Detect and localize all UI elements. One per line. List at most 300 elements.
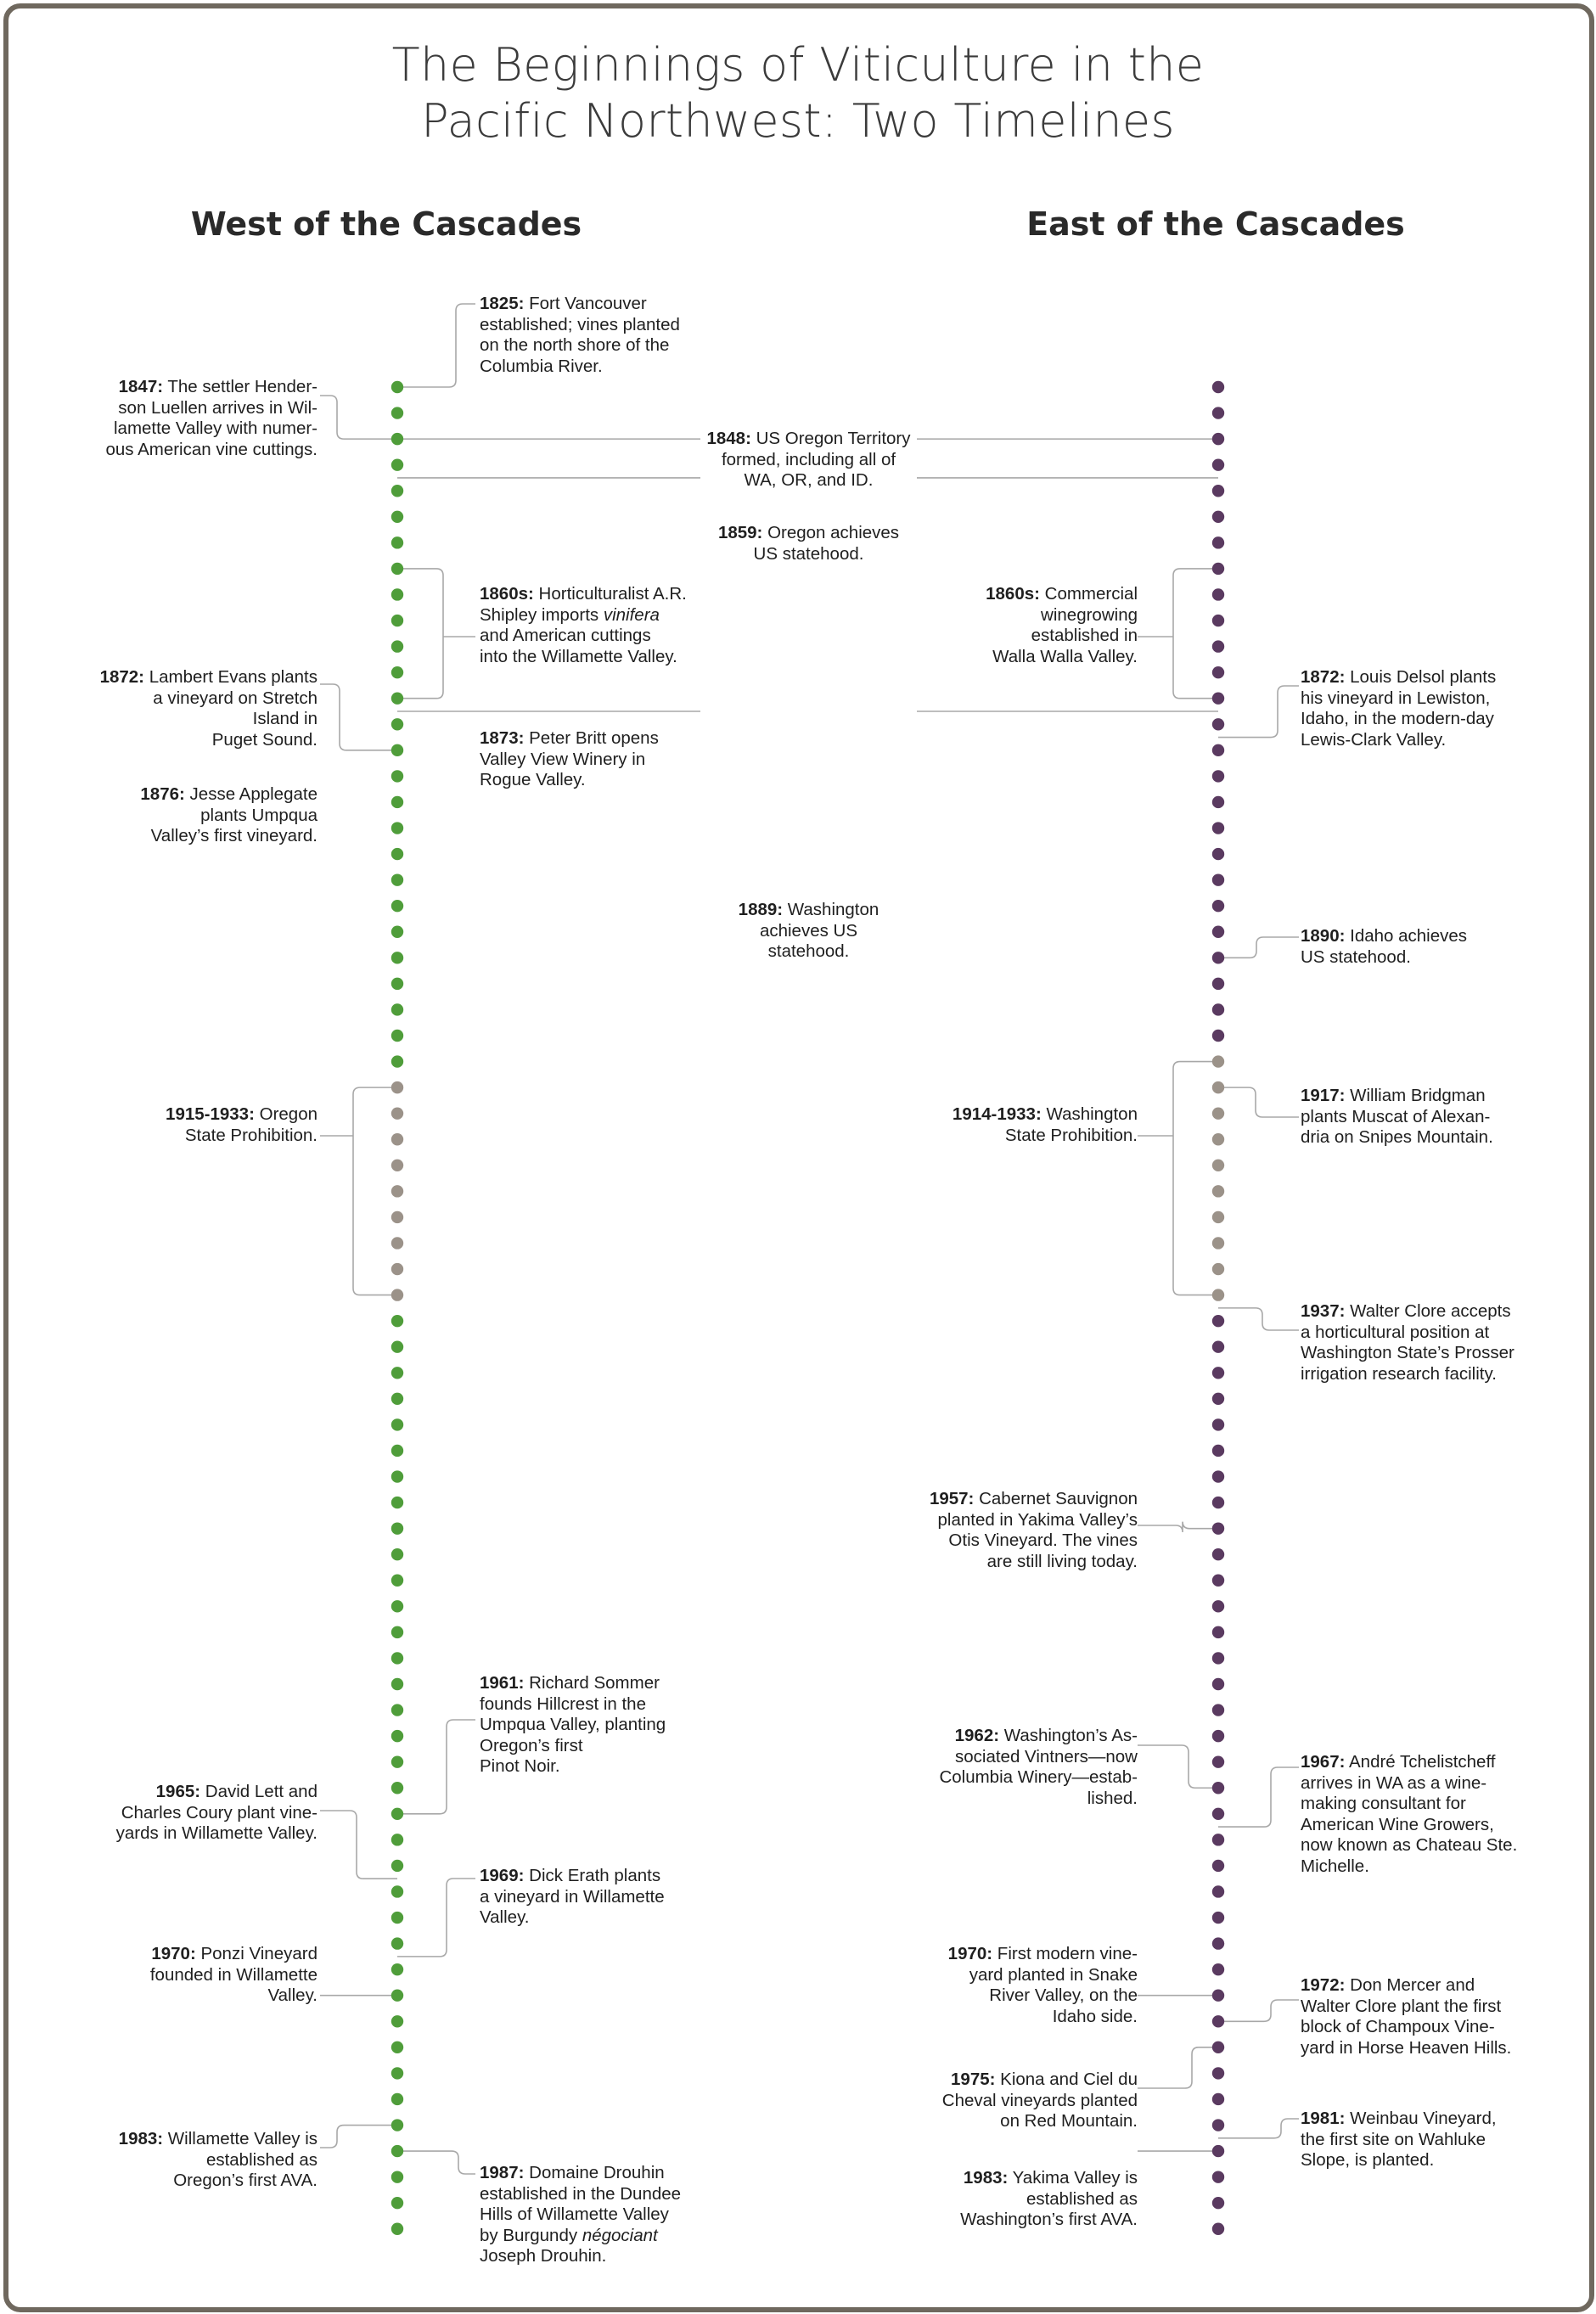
timeline-dot-east bbox=[1212, 666, 1224, 678]
event-text: and American cuttings bbox=[480, 626, 651, 645]
event-text: Hills of Willamette Valley bbox=[480, 2204, 669, 2224]
event-text: ous American vine cuttings. bbox=[105, 439, 318, 459]
timeline-dot-east bbox=[1212, 1782, 1224, 1794]
event-text: now known as Chateau Ste. bbox=[1301, 1835, 1518, 1855]
event-text: established; vines planted bbox=[480, 314, 680, 334]
event-year: 1969: bbox=[480, 1866, 525, 1885]
timeline-dot-east bbox=[1212, 978, 1224, 990]
event-text: lished. bbox=[1087, 1788, 1138, 1808]
event-west-1825 bbox=[480, 294, 680, 377]
connector-west-1983 bbox=[320, 2126, 397, 2148]
timeline-dot-east bbox=[1212, 2015, 1224, 2027]
event-text: Horticulturalist A.R. bbox=[533, 584, 687, 604]
column-heading-east: East of the Cascades bbox=[1026, 205, 1405, 243]
event-text: Idaho, in the modern-day bbox=[1301, 709, 1494, 728]
timeline-dot-west bbox=[391, 1003, 403, 1015]
timeline-dot-east bbox=[1212, 640, 1224, 652]
event-text: Peter Britt opens bbox=[524, 728, 659, 748]
timeline-dot-east bbox=[1212, 1600, 1224, 1612]
event-west-1876 bbox=[140, 784, 318, 847]
timeline-dot-east bbox=[1212, 536, 1224, 548]
event-text: Walter Clore accepts bbox=[1345, 1301, 1511, 1321]
event-text: his vineyard in Lewiston, bbox=[1301, 688, 1491, 708]
timeline-dot-east bbox=[1212, 563, 1224, 575]
event-text: vinifera bbox=[603, 604, 660, 625]
timeline-dot-west bbox=[391, 563, 403, 575]
timeline-dot-west bbox=[391, 952, 403, 963]
event-text: Oregon achieves US statehood. bbox=[753, 523, 900, 564]
event-year: 1965: bbox=[155, 1782, 201, 1801]
event-text: the first site on Wahluke bbox=[1301, 2129, 1486, 2149]
timeline-dot-east bbox=[1212, 2171, 1224, 2182]
timeline-dot-east bbox=[1212, 588, 1224, 600]
event-text: founded in Willamette bbox=[149, 1964, 318, 1985]
event-text: a vineyard in Willamette bbox=[480, 1886, 665, 1907]
timeline-dot-west bbox=[391, 2119, 403, 2131]
event-year: 1983: bbox=[118, 2129, 164, 2148]
event-west-1965 bbox=[116, 1782, 318, 1845]
event-east-1917 bbox=[1301, 1086, 1493, 1149]
event-east-1937 bbox=[1301, 1301, 1515, 1384]
event-text: négociant bbox=[582, 2225, 658, 2245]
event-text: dria on Snipes Mountain. bbox=[1301, 1127, 1493, 1147]
event-text: US statehood. bbox=[1301, 946, 1411, 967]
timeline-dot-west bbox=[391, 1522, 403, 1534]
event-text: yards in Willamette Valley. bbox=[115, 1823, 318, 1843]
event-text: Jesse Applegate bbox=[184, 784, 318, 804]
timeline-dot-east bbox=[1212, 1030, 1224, 1042]
event-text: making consultant for bbox=[1301, 1794, 1466, 1813]
event-text: Oregon’s first AVA. bbox=[173, 2171, 318, 2190]
timeline-dot-east-prohibition bbox=[1212, 1055, 1224, 1067]
event-text: a horticultural position at bbox=[1301, 1322, 1490, 1342]
timeline-dot-west bbox=[391, 2067, 403, 2079]
timeline-dot-east bbox=[1212, 1341, 1224, 1353]
timeline-dot-west bbox=[391, 407, 403, 418]
connector-west-1965 bbox=[320, 1811, 397, 1879]
event-text: Louis Delsol plants bbox=[1345, 667, 1497, 687]
connector-east-1872 bbox=[1218, 686, 1299, 738]
event-year: 1981: bbox=[1301, 2109, 1346, 2128]
event-text: sociated Vintners—now bbox=[955, 1746, 1138, 1766]
event-text: State Prohibition. bbox=[1004, 1125, 1138, 1145]
event-year: 1970: bbox=[151, 1944, 196, 1963]
event-text: Valley. bbox=[267, 1985, 318, 2005]
event-text: Idaho side. bbox=[1052, 2006, 1138, 2026]
timeline-dot-west-prohibition bbox=[391, 1237, 403, 1249]
event-text: Puget Sound. bbox=[211, 729, 318, 750]
event-text: Cheval vineyards planted bbox=[941, 2090, 1138, 2110]
event-text: established as bbox=[1026, 2188, 1138, 2209]
event-year: 1860s: bbox=[480, 584, 534, 604]
event-year: 1917: bbox=[1301, 1086, 1346, 1105]
timeline-dot-west bbox=[391, 511, 403, 523]
timeline-dot-east bbox=[1212, 1548, 1224, 1560]
event-text: yard in Horse Heaven Hills. bbox=[1301, 2037, 1512, 2058]
timeline-dot-east bbox=[1212, 1990, 1224, 2002]
timeline-dot-east bbox=[1212, 693, 1224, 705]
event-text: Don Mercer and bbox=[1345, 1975, 1475, 1995]
timeline-dot-west bbox=[391, 485, 403, 497]
title-line-2: Pacific Northwest: Two Timelines bbox=[421, 94, 1175, 148]
timeline-dot-west bbox=[391, 1445, 403, 1457]
event-text: Pinot Noir. bbox=[480, 1756, 560, 1776]
event-west-1915-1933 bbox=[166, 1104, 318, 1146]
timeline-dot-west bbox=[391, 2042, 403, 2053]
event-text: established in the Dundee bbox=[480, 2183, 682, 2204]
event-text: plants Muscat of Alexan- bbox=[1301, 1106, 1491, 1126]
event-text: Idaho achieves bbox=[1345, 926, 1468, 946]
timeline-dot-east bbox=[1212, 2067, 1224, 2079]
event-year: 1876: bbox=[140, 784, 185, 804]
timeline-dot-east bbox=[1212, 1315, 1224, 1327]
connector-east-1914 bbox=[1173, 1062, 1218, 1295]
event-text: established in bbox=[1031, 626, 1138, 645]
timeline-dot-west bbox=[391, 2223, 403, 2235]
event-text: André Tchelistcheff bbox=[1345, 1752, 1496, 1772]
timeline-dot-west bbox=[391, 1367, 403, 1379]
event-east-1972 bbox=[1301, 1975, 1511, 2058]
event-text: Otis Vineyard. The vines bbox=[948, 1530, 1138, 1550]
timeline-dot-west bbox=[391, 1341, 403, 1353]
event-text: a vineyard on Stretch bbox=[153, 688, 318, 708]
connector-east-1957 bbox=[1138, 1522, 1218, 1532]
connector-east-1972 bbox=[1218, 2000, 1299, 2021]
event-text: founds Hillcrest in the bbox=[480, 1693, 646, 1714]
timeline-dot-west bbox=[391, 1418, 403, 1430]
timeline-dot-east-prohibition bbox=[1212, 1107, 1224, 1119]
event-text: State Prohibition. bbox=[184, 1125, 318, 1145]
timeline-dot-west bbox=[391, 1730, 403, 1742]
connector-west-1860s bbox=[397, 569, 443, 699]
event-text: on Red Mountain. bbox=[1000, 2111, 1138, 2131]
event-text: Dick Erath plants bbox=[524, 1866, 661, 1885]
timeline-dot-east bbox=[1212, 1522, 1224, 1534]
event-text: irrigation research facility. bbox=[1301, 1363, 1497, 1384]
timeline-dot-west bbox=[391, 848, 403, 860]
event-year: 1970: bbox=[947, 1944, 993, 1963]
event-year: 1914-1933: bbox=[952, 1104, 1042, 1124]
event-year: 1962: bbox=[954, 1726, 1000, 1745]
event-text: Oregon’s first bbox=[480, 1735, 583, 1755]
timeline-dot-east-prohibition bbox=[1212, 1081, 1224, 1093]
timeline-dot-west bbox=[391, 744, 403, 756]
event-year: 1825: bbox=[480, 294, 525, 313]
timeline-dot-west bbox=[391, 666, 403, 678]
event-text: lamette Valley with numer- bbox=[113, 418, 318, 438]
timeline-dot-east bbox=[1212, 770, 1224, 782]
timeline-dot-west bbox=[391, 615, 403, 626]
event-east-1967 bbox=[1301, 1752, 1517, 1877]
event-west-1970 bbox=[150, 1944, 318, 2007]
event-year: 1972: bbox=[1301, 1975, 1346, 1995]
event-east-1983 bbox=[960, 2168, 1138, 2231]
connector-east-1937 bbox=[1218, 1308, 1299, 1330]
connector-east-1962 bbox=[1138, 1745, 1218, 1788]
event-text: son Luellen arrives in Wil- bbox=[118, 397, 318, 418]
timeline-dot-east bbox=[1212, 1003, 1224, 1015]
event-shared-1889 bbox=[700, 900, 917, 963]
timeline-dot-east bbox=[1212, 2119, 1224, 2131]
timeline-dot-east-prohibition bbox=[1212, 1185, 1224, 1197]
event-text: Valley View Winery in bbox=[480, 749, 646, 769]
timeline-dot-east bbox=[1212, 615, 1224, 626]
timeline-dot-east bbox=[1212, 952, 1224, 963]
timeline-dot-west bbox=[391, 458, 403, 470]
event-text: Commercial bbox=[1039, 584, 1138, 604]
event-text: Washington’s As- bbox=[999, 1726, 1138, 1745]
timeline-dot-west bbox=[391, 718, 403, 730]
timeline-dot-west bbox=[391, 1912, 403, 1924]
timeline-dot-east bbox=[1212, 744, 1224, 756]
timeline-dot-west bbox=[391, 1055, 403, 1067]
event-west-1873 bbox=[480, 728, 659, 791]
event-text: Walla Walla Valley. bbox=[992, 646, 1138, 666]
event-text: Walter Clore plant the first bbox=[1301, 1996, 1502, 2016]
timeline-dot-west bbox=[391, 1030, 403, 1042]
event-east-1872 bbox=[1301, 667, 1496, 750]
event-east-1970 bbox=[948, 1944, 1138, 2027]
event-east-1962 bbox=[939, 1726, 1138, 1809]
event-text: Slope, is planted. bbox=[1301, 2150, 1435, 2170]
timeline-dot-east bbox=[1212, 2223, 1224, 2235]
event-text: Washington State’s Prosser bbox=[1301, 1343, 1515, 1362]
event-year: 1872: bbox=[1301, 667, 1346, 687]
event-text: Yakima Valley is bbox=[1008, 2168, 1138, 2188]
timeline-dot-west bbox=[391, 1963, 403, 1975]
timeline-dot-east bbox=[1212, 2042, 1224, 2053]
timeline-dot-east bbox=[1212, 458, 1224, 470]
timeline-dot-west bbox=[391, 873, 403, 885]
timeline-dot-west-prohibition bbox=[391, 1185, 403, 1197]
timeline-dot-east bbox=[1212, 1860, 1224, 1872]
timeline-dot-west bbox=[391, 1937, 403, 1949]
timeline-dot-east bbox=[1212, 1885, 1224, 1897]
event-text: Valley’s first vineyard. bbox=[150, 826, 318, 845]
connector-west-1825 bbox=[397, 304, 475, 387]
event-text: Island in bbox=[252, 709, 318, 728]
event-east-1975 bbox=[942, 2070, 1138, 2132]
event-text: are still living today. bbox=[986, 1551, 1138, 1571]
event-text: River Valley, on the bbox=[989, 1985, 1138, 2005]
timeline-dot-east bbox=[1212, 873, 1224, 885]
event-shared-1859 bbox=[700, 523, 917, 564]
event-text: Columbia River. bbox=[480, 356, 603, 376]
timeline-dot-west-prohibition bbox=[391, 1211, 403, 1223]
timeline-dot-east bbox=[1212, 2093, 1224, 2105]
event-west-1987 bbox=[480, 2163, 681, 2267]
timeline-dot-west-prohibition bbox=[391, 1160, 403, 1171]
event-text: US Oregon Territory formed, including all of WA, OR, and ID. bbox=[721, 429, 911, 490]
timeline-dot-west bbox=[391, 640, 403, 652]
event-text: Shipley imports bbox=[480, 604, 604, 625]
timeline-dot-east bbox=[1212, 1834, 1224, 1845]
event-year: 1889: bbox=[738, 900, 784, 919]
timeline-dot-east bbox=[1212, 1418, 1224, 1430]
timeline-dot-east bbox=[1212, 2197, 1224, 2209]
event-text: Charles Coury plant vine- bbox=[121, 1802, 318, 1823]
event-east-1890 bbox=[1301, 926, 1467, 968]
connector-west-1969 bbox=[397, 1879, 475, 1957]
event-text: established as bbox=[205, 2149, 318, 2170]
event-text: Willamette Valley is bbox=[163, 2129, 318, 2148]
timeline-dot-east bbox=[1212, 1575, 1224, 1587]
timeline-dot-east bbox=[1212, 1755, 1224, 1767]
timeline-dot-west bbox=[391, 900, 403, 912]
event-year: 1848: bbox=[706, 429, 751, 448]
timeline-dot-east bbox=[1212, 1393, 1224, 1405]
timeline-dot-west bbox=[391, 1393, 403, 1405]
event-text: on the north shore of the bbox=[480, 335, 670, 355]
timeline-dot-west bbox=[391, 1470, 403, 1482]
event-text: plants Umpqua bbox=[200, 805, 318, 825]
event-text: arrives in WA as a wine- bbox=[1301, 1772, 1487, 1793]
timeline-dot-west bbox=[391, 796, 403, 808]
event-text: Washington bbox=[1041, 1104, 1138, 1124]
timeline-dot-west-prohibition bbox=[391, 1081, 403, 1093]
timeline-dot-west-prohibition bbox=[391, 1289, 403, 1300]
column-heading-west: West of the Cascades bbox=[190, 205, 582, 243]
event-year: 1915-1933: bbox=[166, 1104, 255, 1124]
event-west-1969 bbox=[480, 1866, 665, 1929]
event-year: 1967: bbox=[1301, 1752, 1346, 1772]
timeline-dot-west bbox=[391, 693, 403, 705]
event-text: Oregon bbox=[254, 1104, 318, 1124]
event-text: yard planted in Snake bbox=[969, 1964, 1138, 1985]
timeline-dot-west bbox=[391, 822, 403, 834]
timeline-dot-west bbox=[391, 588, 403, 600]
timeline-dot-west bbox=[391, 1626, 403, 1638]
timeline-dot-west bbox=[391, 770, 403, 782]
timeline-dot-west bbox=[391, 1575, 403, 1587]
timeline-dot-east bbox=[1212, 1445, 1224, 1457]
timeline-dot-west bbox=[391, 433, 403, 445]
timeline-dot-east bbox=[1212, 796, 1224, 808]
timeline-dot-east-prohibition bbox=[1212, 1289, 1224, 1300]
event-west-1860s bbox=[480, 584, 687, 667]
connector-west-1961 bbox=[397, 1720, 475, 1814]
event-text: Kiona and Ciel du bbox=[995, 2070, 1138, 2089]
event-text: Washington’s first AVA. bbox=[960, 2210, 1138, 2229]
event-text: Umpqua Valley, planting bbox=[480, 1715, 666, 1734]
timeline-dot-east-prohibition bbox=[1212, 1211, 1224, 1223]
event-text: Rogue Valley. bbox=[480, 770, 586, 789]
timeline-dot-west bbox=[391, 1548, 403, 1560]
event-text: Washington achieves US statehood. bbox=[759, 900, 879, 961]
timeline-dot-west bbox=[391, 1600, 403, 1612]
event-year: 1937: bbox=[1301, 1301, 1346, 1321]
timeline-dot-east-prohibition bbox=[1212, 1160, 1224, 1171]
timeline-dot-east bbox=[1212, 2145, 1224, 2157]
event-text: planted in Yakima Valley’s bbox=[937, 1509, 1138, 1530]
event-text: First modern vine- bbox=[992, 1944, 1138, 1963]
timeline-dot-east bbox=[1212, 1937, 1224, 1949]
event-text: The settler Hender- bbox=[163, 377, 318, 396]
connector-west-1872 bbox=[320, 684, 397, 750]
timeline-dot-east bbox=[1212, 718, 1224, 730]
timeline-dot-east bbox=[1212, 1912, 1224, 1924]
timeline-dot-west bbox=[391, 1885, 403, 1897]
event-shared-1848 bbox=[700, 429, 917, 491]
timeline-dot-west-prohibition bbox=[391, 1263, 403, 1275]
event-year: 1987: bbox=[480, 2163, 525, 2182]
event-year: 1957: bbox=[929, 1489, 975, 1508]
connector-west-1847 bbox=[320, 396, 397, 439]
timeline-dot-west bbox=[391, 978, 403, 990]
timeline-dot-west bbox=[391, 1808, 403, 1820]
timeline-dot-east bbox=[1212, 511, 1224, 523]
timeline-dot-west bbox=[391, 1678, 403, 1690]
timeline-dot-west bbox=[391, 1704, 403, 1716]
timeline-dot-east bbox=[1212, 1808, 1224, 1820]
timeline-dot-east bbox=[1212, 1963, 1224, 1975]
timeline-dot-west bbox=[391, 2093, 403, 2105]
timeline-dot-west bbox=[391, 1834, 403, 1845]
event-text: into the Willamette Valley. bbox=[480, 646, 677, 666]
event-west-1847 bbox=[105, 377, 318, 460]
event-text: winegrowing bbox=[1041, 604, 1138, 625]
timeline-dot-east bbox=[1212, 407, 1224, 418]
event-text: Cabernet Sauvignon bbox=[974, 1489, 1138, 1508]
connector-west-1915 bbox=[353, 1087, 397, 1295]
event-year: 1860s: bbox=[986, 584, 1040, 604]
timeline-dot-east bbox=[1212, 1678, 1224, 1690]
timeline-dot-east bbox=[1212, 822, 1224, 834]
event-year: 1975: bbox=[951, 2070, 996, 2089]
connector-east-1975 bbox=[1138, 2047, 1218, 2088]
timeline-dot-west bbox=[391, 1990, 403, 2002]
timeline-dot-west bbox=[391, 1652, 403, 1664]
event-year: 1873: bbox=[480, 728, 525, 748]
timeline-dot-east-prohibition bbox=[1212, 1237, 1224, 1249]
connector-east-1917 bbox=[1218, 1087, 1299, 1117]
event-west-1983 bbox=[119, 2129, 318, 2192]
timeline-dot-west-prohibition bbox=[391, 1133, 403, 1145]
timeline-dot-west bbox=[391, 536, 403, 548]
connector-east-1860s bbox=[1173, 569, 1218, 699]
event-text: Ponzi Vineyard bbox=[195, 1944, 318, 1963]
event-text: William Bridgman bbox=[1345, 1086, 1486, 1105]
timeline-dot-west bbox=[391, 1782, 403, 1794]
event-year: 1872: bbox=[99, 667, 145, 687]
timeline-dot-east bbox=[1212, 1730, 1224, 1742]
timeline-dot-east-prohibition bbox=[1212, 1133, 1224, 1145]
timeline-dot-east bbox=[1212, 926, 1224, 938]
timeline-dot-west bbox=[391, 381, 403, 393]
event-year: 1983: bbox=[963, 2168, 1009, 2188]
timeline-dot-east bbox=[1212, 1470, 1224, 1482]
event-text: Weinbau Vineyard, bbox=[1345, 2109, 1497, 2128]
timeline-dot-east bbox=[1212, 1626, 1224, 1638]
timeline-dot-east bbox=[1212, 848, 1224, 860]
timeline-dot-west bbox=[391, 2015, 403, 2027]
timeline-dot-west bbox=[391, 2145, 403, 2157]
event-text: Joseph Drouhin. bbox=[480, 2246, 607, 2266]
timeline-dot-east bbox=[1212, 485, 1224, 497]
event-text: American Wine Growers, bbox=[1301, 1814, 1494, 1834]
event-year: 1847: bbox=[118, 377, 164, 396]
event-text: Valley. bbox=[480, 1907, 530, 1927]
connector-east-1967 bbox=[1218, 1767, 1299, 1827]
event-text: Richard Sommer bbox=[524, 1673, 660, 1693]
event-year: 1859: bbox=[717, 523, 763, 542]
event-text: Domaine Drouhin bbox=[524, 2163, 665, 2182]
event-year: 1961: bbox=[480, 1673, 525, 1693]
timeline-dot-east bbox=[1212, 1497, 1224, 1508]
event-text: Lambert Evans plants bbox=[144, 667, 318, 687]
timeline-dot-east bbox=[1212, 433, 1224, 445]
event-text: block of Champoux Vine- bbox=[1301, 2017, 1495, 2036]
